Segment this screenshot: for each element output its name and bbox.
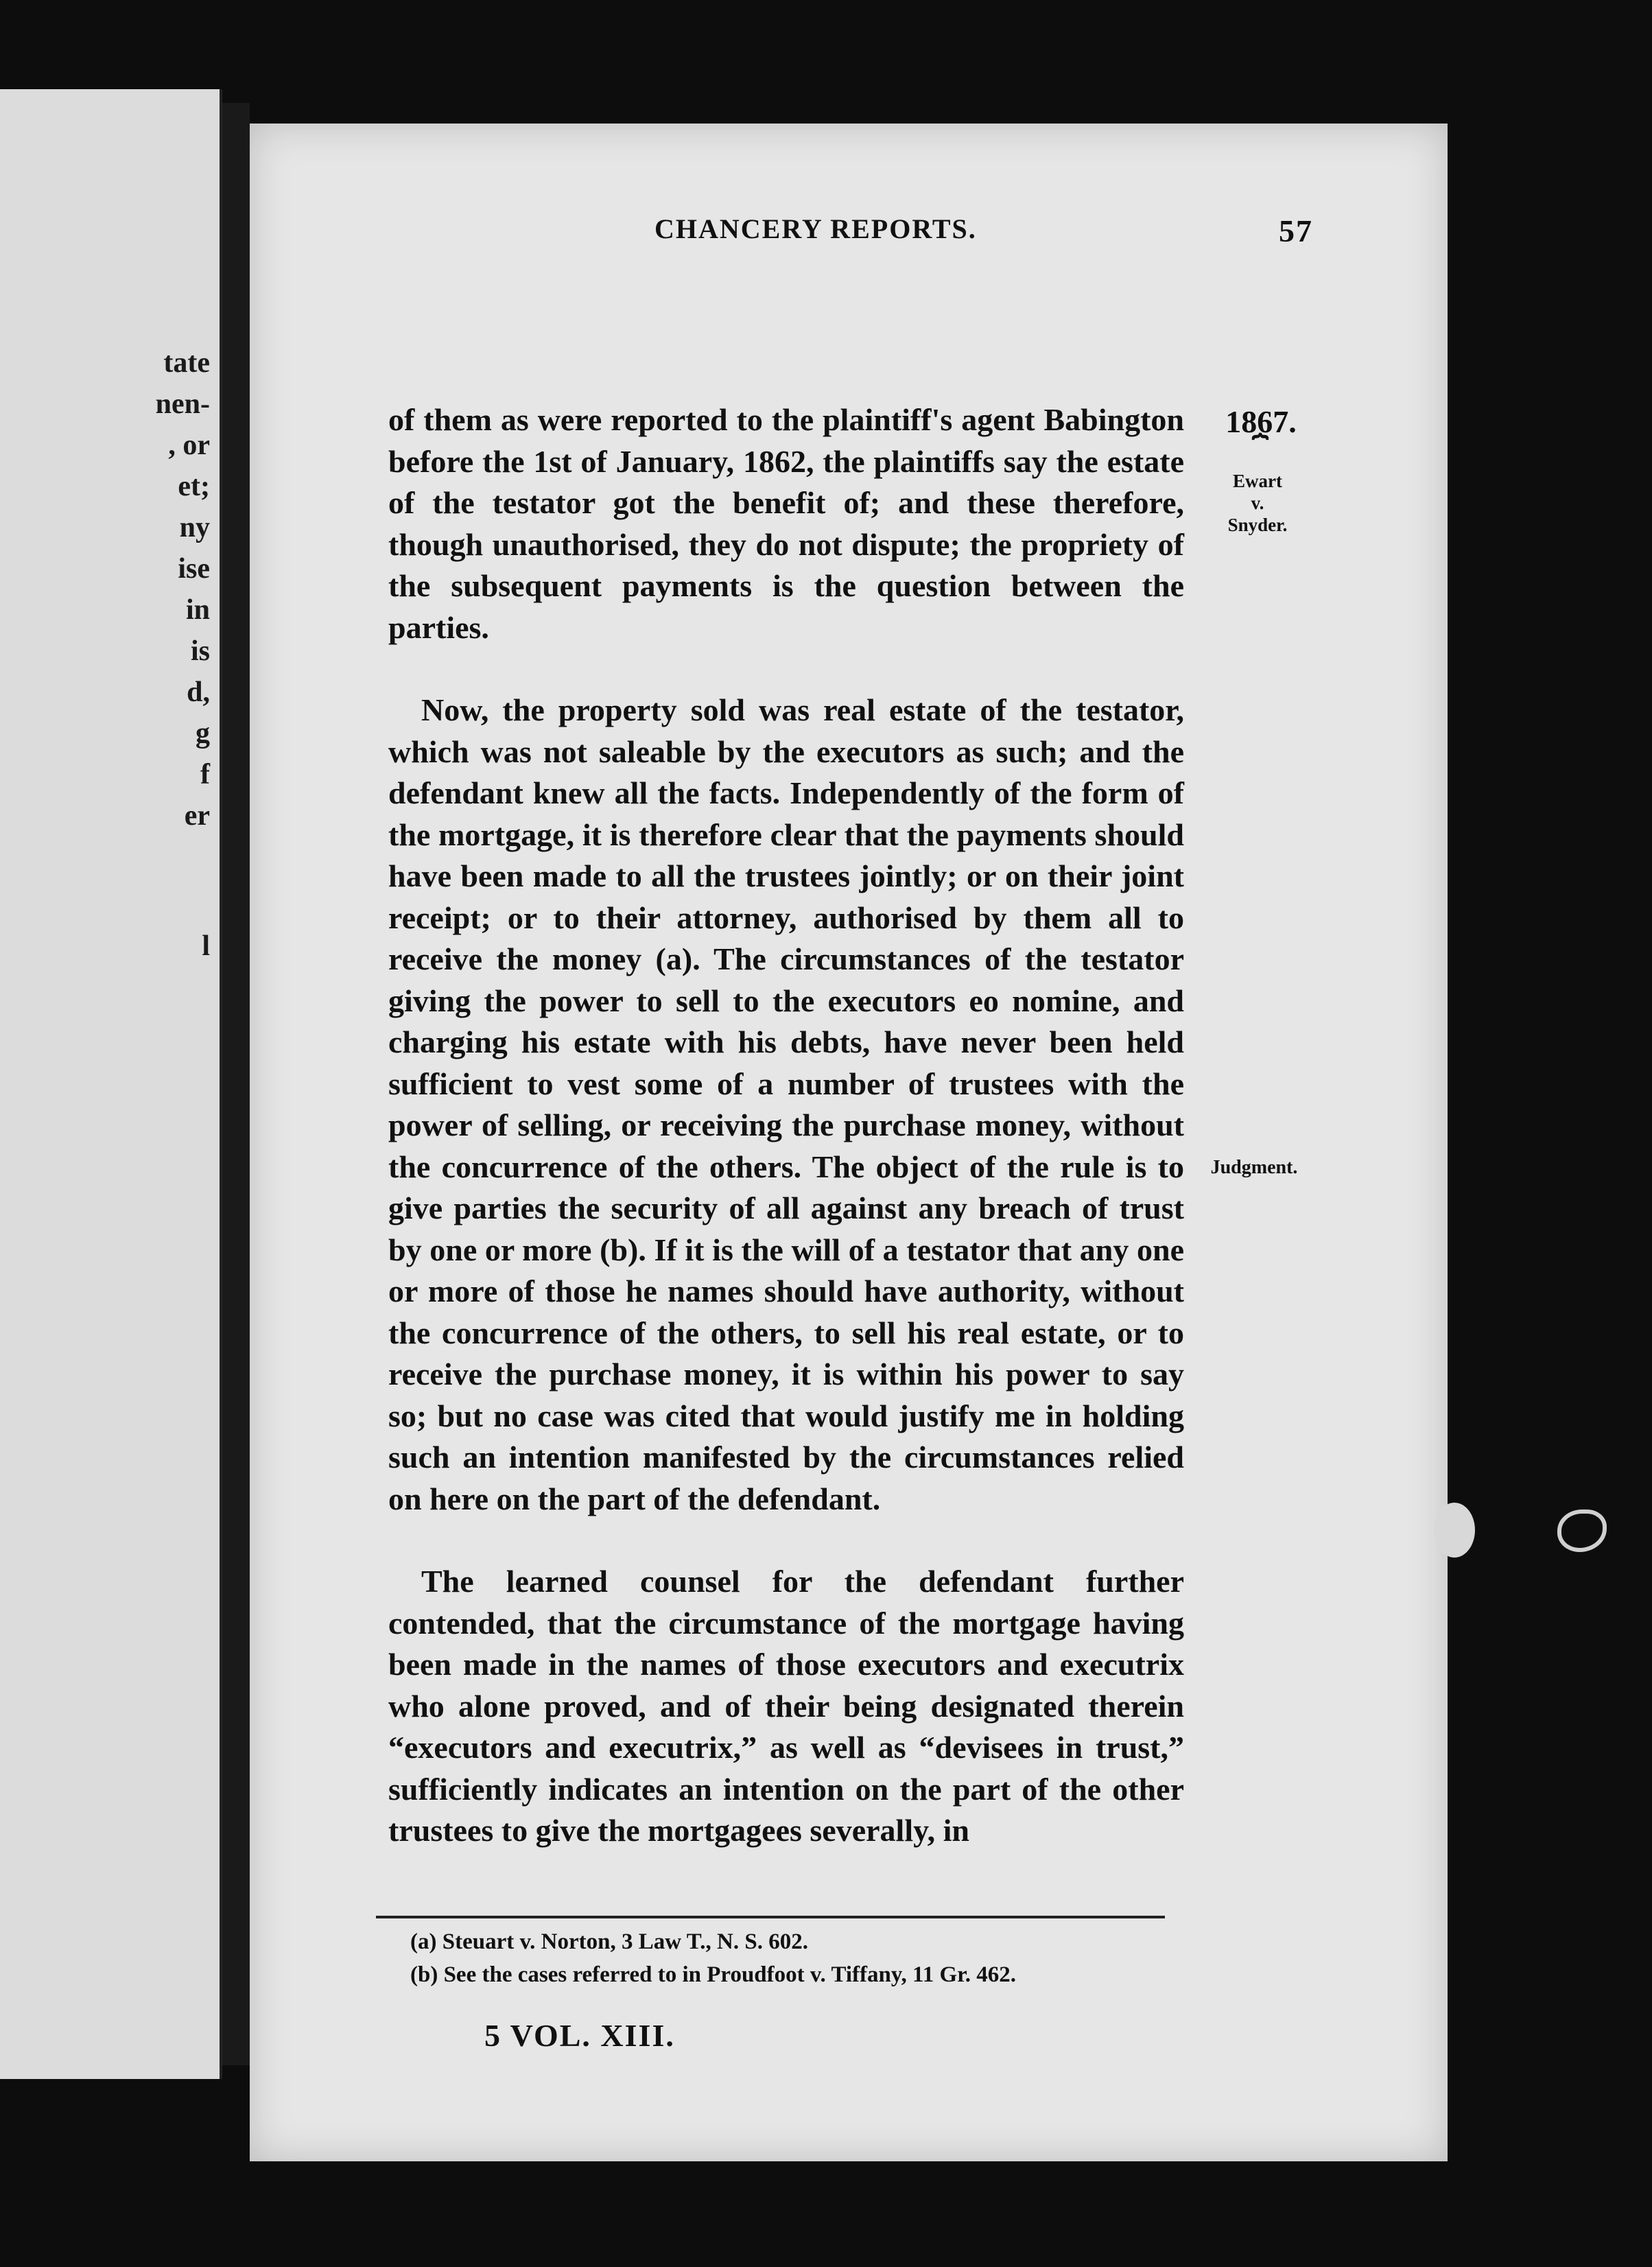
left-fragment: is (190, 635, 210, 667)
dust-speck (1434, 1503, 1475, 1558)
signature-mark: 5 VOL. XIII. (484, 2018, 675, 2053)
left-fragment: er (184, 800, 210, 832)
left-fragment: in (185, 594, 210, 626)
left-fragment: , or (168, 430, 210, 461)
case-party-2: Snyder. (1227, 515, 1288, 535)
left-fragment: l (202, 930, 210, 962)
paragraph: The learned counsel for the defendant further contended, that the circumstance of the mortgage having been made in the names of those executors and executrix who alone proved, and of their being designated therein “executors and executrix,” as well as “devisees in trust,” sufficiently indicates an intention on the part of the other trustees to give the mortgagees severally, in (388, 1564, 1184, 1848)
page-number: 57 (1279, 213, 1313, 248)
left-fragment: d, (187, 677, 210, 708)
book-gutter (222, 103, 250, 2065)
left-fragment: ny (179, 512, 210, 543)
case-party-1: Ewart (1233, 471, 1282, 491)
margin-judgment: Judgment. (1210, 1157, 1298, 1178)
margin-year: 1867. (1225, 404, 1297, 439)
footnote: (a) Steuart v. Norton, 3 Law T., N. S. 602. (410, 1929, 808, 1954)
left-fragment: et; (178, 471, 210, 502)
left-fragment: tate (163, 347, 210, 379)
left-fragment: ise (178, 553, 210, 585)
dust-speck (1557, 1510, 1607, 1552)
paragraph: Now, the property sold was real estate of the testator, which was not saleable by the executors as such; and the defendant knew all the facts. Independently of the form of the mortgage, it is therefore clear that the payments should have been made to all the trustees jointly; or on their joint receipt; or to their attorney, authorised by them all to receive the money (a). The circumstances of the testator giving the power to sell to the executors eo nomine, and charging his estate with his debts, have never been held sufficient to vest some of a number of trustees with the power of selling, or receiving the purchase money, without the concurrence of the others. The object of the rule is to give parties the security of all against any breach of trust by one or more (b). If it is the will of a testator that any one or more of those he names should have authority, without the concurrence of the others, to sell his real estate, or to receive the purchase money, it is within his power to say so; but no case was cited that would justify me in holding such an intention manifested by the circumstances relied on here on the part of the defendant. (388, 692, 1184, 1516)
left-fragment: nen- (155, 388, 210, 420)
facing-page (0, 89, 222, 2079)
case-versus: v. (1251, 493, 1264, 513)
footnote-divider (376, 1916, 1165, 1918)
page-title: CHANCERY REPORTS. (654, 213, 977, 244)
paragraph: of them as were reported to the plaintiff's agent Babington before the 1st of January, 1862, the plaintiffs say the estate of the testator got the benefit of; and these therefore, though unauthorised, they do not dispute; the propriety of the subsequent payments is the question between the parties. (388, 402, 1184, 645)
footnotes (410, 1925, 1199, 1991)
margin-case-name (1206, 470, 1309, 536)
left-fragment: f (200, 759, 210, 790)
brace-icon: ⏞ (1252, 434, 1268, 465)
left-fragment: g (196, 718, 210, 749)
body-text (388, 399, 1184, 1852)
footnote: (b) See the cases referred to in Proudfoot v. Tiffany, 11 Gr. 462. (410, 1962, 1017, 1987)
